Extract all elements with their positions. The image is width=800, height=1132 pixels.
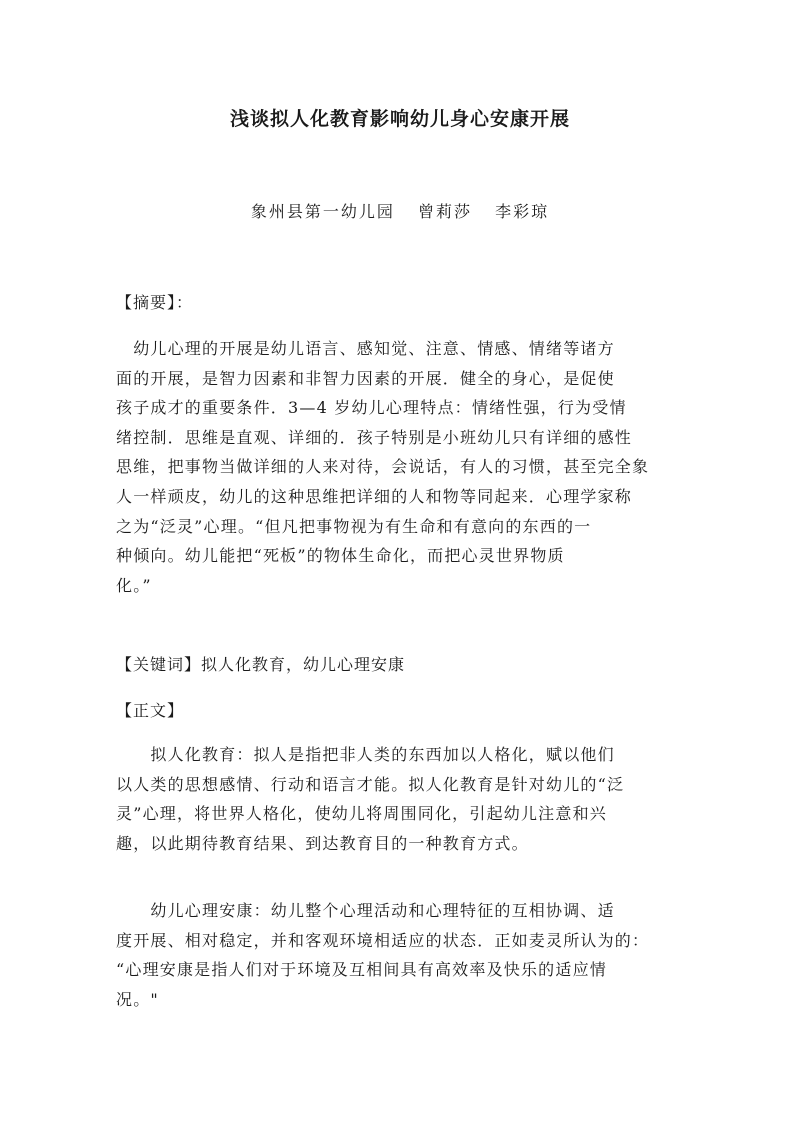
paragraph-line: 幼儿心理安康：幼儿整个心理活动和心理特征的互相协调、适 (116, 901, 615, 920)
abstract-line: 人一样顽皮，幼儿的这种思维把详细的人和物等同起来．心理学家称 (116, 486, 633, 506)
paragraph-line: 趣，以此期待教育结果、到达教育目的一种教育方式。 (116, 833, 529, 853)
paragraph-line: 度开展、相对稳定，并和客观环境相适应的状态．正如麦灵所认为的： (116, 930, 650, 950)
author-name-2: 李彩琼 (495, 202, 550, 221)
paragraph-line: 灵”心理，将世界人格化，使幼儿将周围同化，引起幼儿注意和兴 (116, 804, 607, 824)
paragraph-line: “心理安康是指人们对于环境及互相间具有高效率及快乐的适应情 (116, 960, 607, 980)
paragraph-line: 拟人化教育：拟人是指把非人类的东西加以人格化，赋以他们 (116, 745, 615, 764)
abstract-line: 幼儿心理的开展是幼儿语言、感知觉、注意、情感、情绪等诸方 (116, 339, 615, 358)
abstract-line: 化。” (116, 575, 152, 595)
body-paragraph-2 (116, 896, 696, 1014)
abstract-line: 之为“泛灵”心理。“但凡把事物视为有生命和有意向的东西的一 (116, 516, 592, 536)
keywords-line: 【关键词】拟人化教育，幼儿心理安康 (116, 655, 406, 674)
institution-name: 象州县第一幼儿园 (250, 202, 395, 221)
body-paragraph-1 (116, 740, 696, 858)
abstract-line: 孩子成才的重要条件．3—4 岁幼儿心理特点：情绪性强，行为受情 (116, 398, 627, 418)
abstract-line: 种倾向。幼儿能把“死板”的物体生命化，而把心灵世界物质 (116, 546, 565, 566)
abstract-line: 面的开展，是智力因素和非智力因素的开展．健全的身心，是促使 (116, 368, 615, 388)
body-heading: 【正文】 (116, 701, 185, 720)
abstract-line: 思维，把事物当做详细的人来对待，会说话，有人的习惯，甚至完全象 (116, 457, 650, 477)
paragraph-line: 以人类的思想感情、行动和语言才能。拟人化教育是针对幼儿的“泛 (116, 774, 625, 794)
abstract-heading: 【摘要】： (116, 293, 194, 312)
abstract-line: 绪控制．思维是直观、详细的．孩子特别是小班幼儿只有详细的感性 (116, 427, 633, 447)
document-title: 浅谈拟人化教育影响幼儿身心安康开展 (229, 108, 570, 130)
author-name-1: 曾莉莎 (417, 202, 472, 221)
author-line (0, 199, 800, 222)
abstract-paragraph (116, 334, 696, 600)
paragraph-line: 况。" (116, 989, 159, 1009)
